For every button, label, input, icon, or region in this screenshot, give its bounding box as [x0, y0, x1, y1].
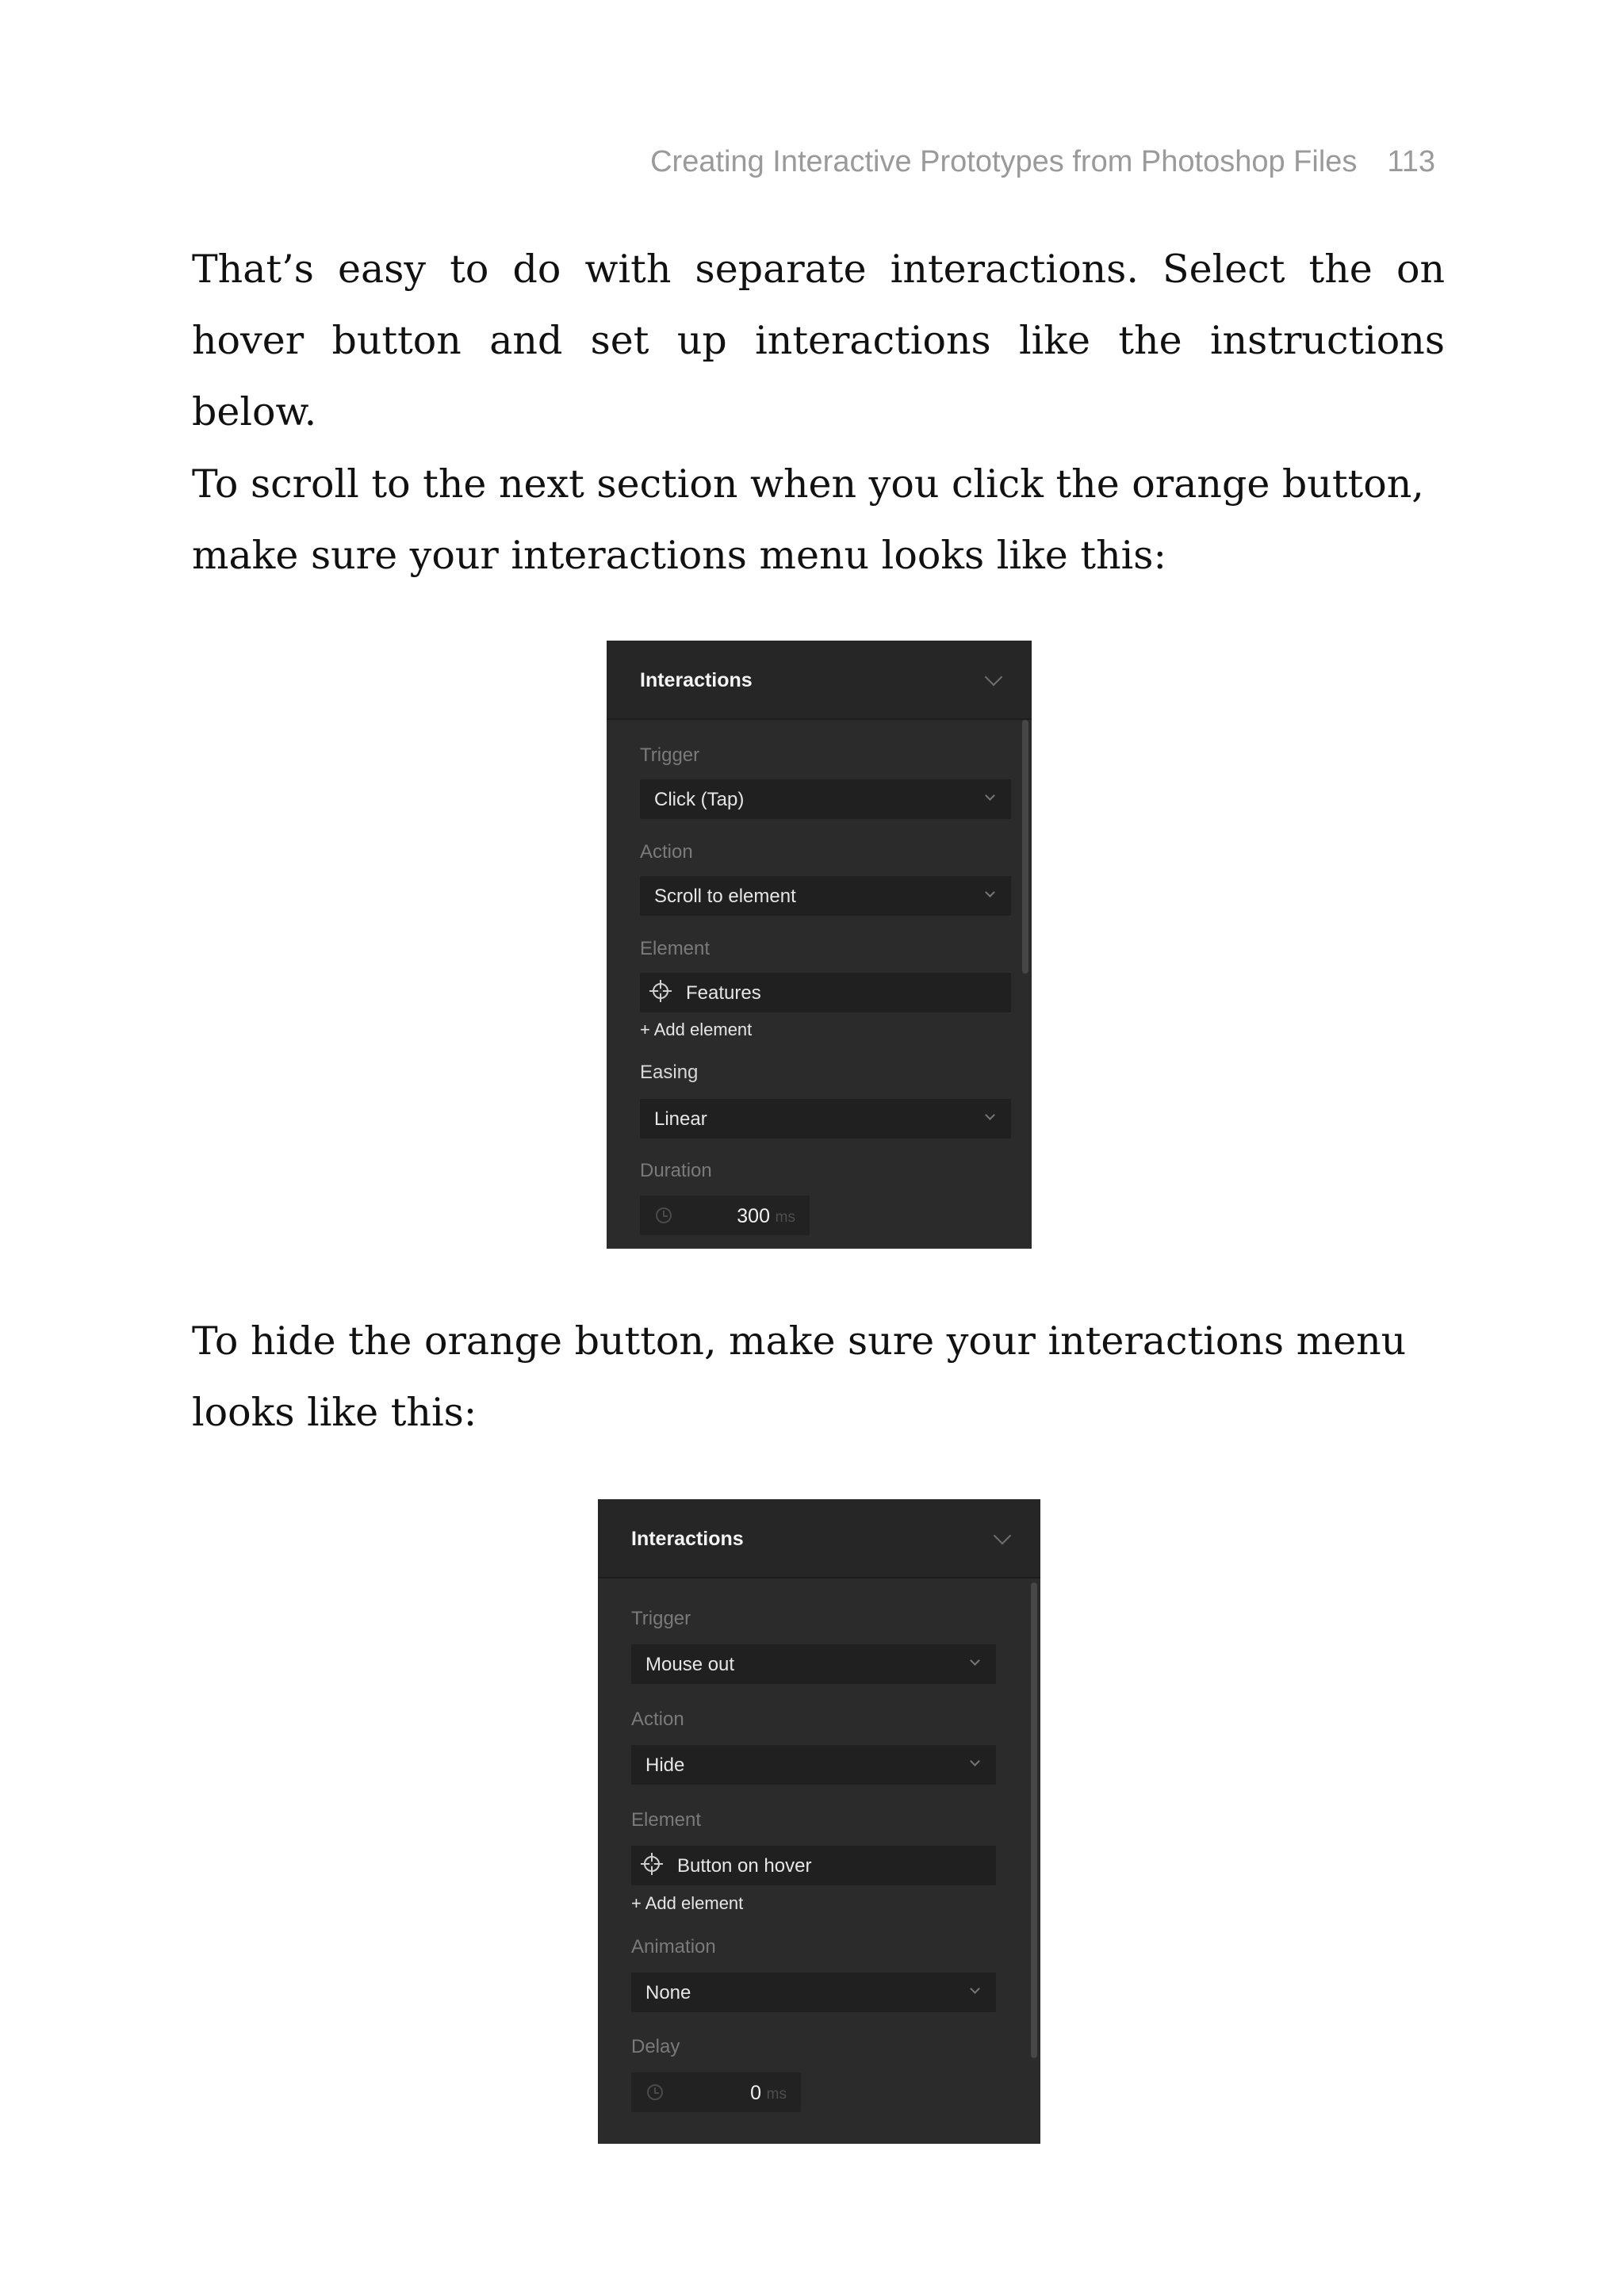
element-value: Features: [686, 982, 761, 1004]
action-value: Scroll to element: [654, 886, 796, 907]
duration-input[interactable]: [640, 1196, 810, 1235]
scrollbar[interactable]: [1031, 1582, 1037, 2058]
trigger-value: Mouse out: [645, 1654, 735, 1675]
chevron-down-icon: [970, 1655, 980, 1666]
animation-label: Animation: [631, 1936, 716, 1957]
easing-value: Linear: [654, 1108, 707, 1130]
chevron-down-icon[interactable]: [985, 668, 1003, 687]
panel-header[interactable]: [598, 1499, 1040, 1578]
trigger-dropdown[interactable]: [631, 1644, 996, 1684]
running-header: [404, 145, 1435, 179]
action-dropdown[interactable]: [631, 1745, 996, 1785]
chevron-down-icon[interactable]: [994, 1527, 1012, 1545]
delay-input[interactable]: [631, 2072, 801, 2112]
action-dropdown[interactable]: [640, 876, 1011, 916]
animation-dropdown[interactable]: [631, 1973, 996, 2012]
scrollbar[interactable]: [1022, 720, 1028, 974]
delay-value: 0: [750, 2082, 761, 2104]
element-field[interactable]: [631, 1846, 996, 1885]
interactions-panel-scroll: [607, 641, 1032, 1249]
trigger-dropdown[interactable]: [640, 779, 1011, 819]
interactions-panel-hide: [598, 1499, 1040, 2144]
panel-title: Interactions: [631, 1528, 744, 1550]
chevron-down-icon: [970, 1984, 980, 1994]
action-value: Hide: [645, 1755, 685, 1776]
panel-header[interactable]: [607, 641, 1032, 720]
clock-icon: [647, 2084, 663, 2100]
add-element-link[interactable]: + Add element: [631, 1893, 744, 1913]
page-number: 113: [1387, 145, 1435, 178]
duration-label: Duration: [640, 1160, 712, 1181]
clock-icon: [656, 1207, 672, 1223]
element-field[interactable]: [640, 973, 1011, 1012]
trigger-value: Click (Tap): [654, 789, 745, 810]
element-label: Element: [631, 1809, 702, 1831]
delay-label: Delay: [631, 2036, 680, 2057]
running-title: Creating Interactive Prototypes from Photoshop Files: [650, 145, 1358, 178]
duration-unit: ms: [775, 1209, 795, 1226]
paragraph-hide-instruction: To hide the orange button, make sure your interactions menu looks like this:: [192, 1318, 1407, 1435]
chevron-down-icon: [970, 1756, 980, 1766]
duration-value: 300: [737, 1205, 770, 1227]
trigger-label: Trigger: [640, 744, 700, 766]
paragraph-scroll-instruction: To scroll to the next section when you click the orange button, make sure your interactions menu looks like this:: [192, 461, 1424, 578]
crosshair-icon[interactable]: [653, 983, 668, 999]
crosshair-icon[interactable]: [644, 1856, 660, 1872]
add-element-link[interactable]: + Add element: [640, 1020, 753, 1039]
panel-title: Interactions: [640, 669, 753, 691]
chevron-down-icon: [985, 887, 995, 897]
action-label: Action: [640, 841, 693, 863]
element-label: Element: [640, 938, 710, 959]
action-label: Action: [631, 1709, 684, 1730]
paragraph-intro: That’s easy to do with separate interactions. Select the on hover button and set up interactions like the instructions below.: [192, 247, 1445, 434]
delay-unit: ms: [766, 2086, 787, 2103]
animation-value: None: [645, 1982, 691, 2003]
chevron-down-icon: [985, 790, 995, 801]
chevron-down-icon: [985, 1110, 995, 1120]
easing-dropdown[interactable]: [640, 1099, 1011, 1138]
element-value: Button on hover: [677, 1855, 812, 1877]
easing-label: Easing: [640, 1062, 699, 1083]
trigger-label: Trigger: [631, 1608, 691, 1629]
